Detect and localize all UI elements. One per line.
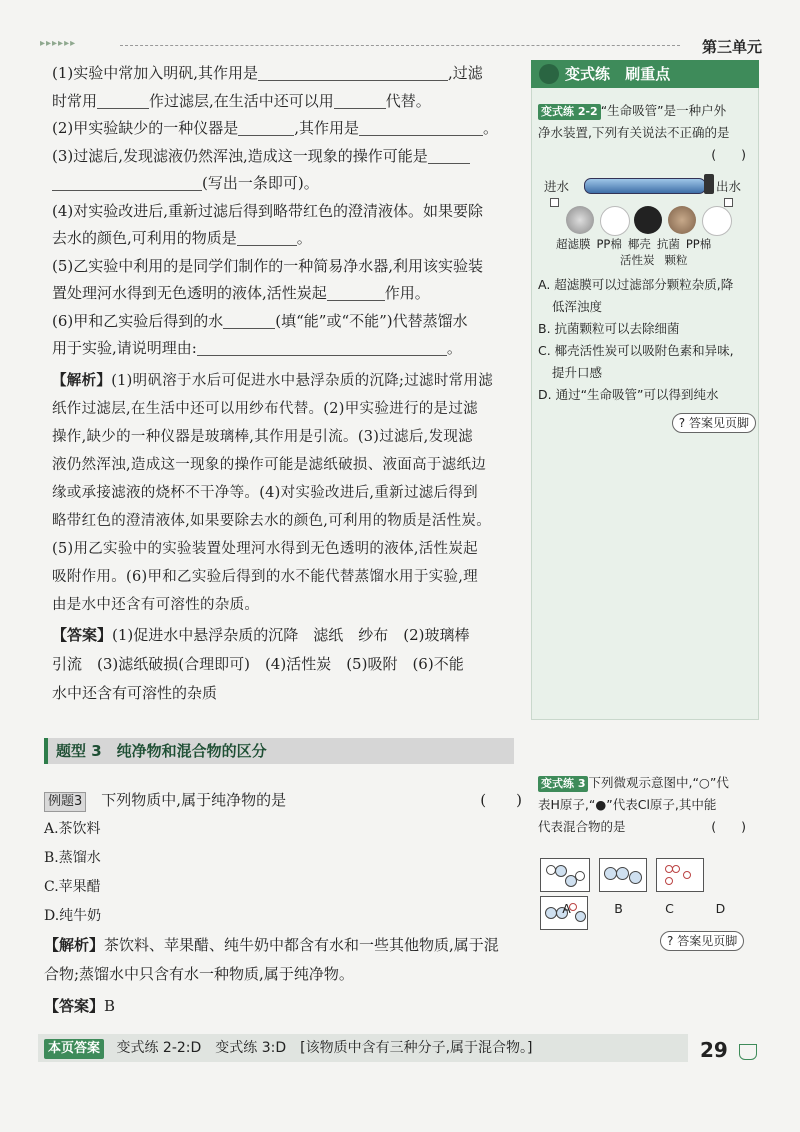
sidebar-header bbox=[531, 60, 759, 88]
page-footer bbox=[38, 1034, 688, 1062]
sidebar-header-subtitle: 刷重点 bbox=[625, 65, 671, 83]
variant-stem: 代表混合物的是 bbox=[538, 819, 626, 834]
q-line: 去水的颜色,可利用的物质是 bbox=[52, 229, 237, 247]
option-c[interactable]: C.苹果醋 bbox=[44, 879, 101, 895]
straw-tube bbox=[584, 178, 706, 194]
figure-icon bbox=[539, 64, 559, 84]
page-number bbox=[700, 1038, 760, 1070]
outlet-label: 出水 bbox=[716, 179, 742, 194]
inlet-square bbox=[550, 198, 559, 207]
option-d[interactable]: D.纯牛奶 bbox=[44, 908, 102, 924]
analysis-line: 纸作过滤层,在生活中还可以用纱布代替。(2)甲实验进行的是过滤 bbox=[52, 400, 478, 417]
footer-answers: 变式练 2-2:D 变式练 3:D [该物质中含有三种分子,属于混合物。] bbox=[116, 1040, 533, 1056]
box-a bbox=[540, 858, 590, 892]
answer-hint-text: 答案见页脚 bbox=[688, 416, 749, 430]
answer-blank[interactable] bbox=[428, 147, 470, 164]
cl-atom bbox=[629, 871, 642, 884]
analysis-label: 【解析】 bbox=[44, 936, 105, 954]
h-atom bbox=[672, 865, 680, 873]
q-line: (3)过滤后,发现滤液仍然浑浊,造成这一现象的操作可能是 bbox=[52, 146, 428, 165]
option-a-cont: 低浑浊度 bbox=[552, 299, 603, 314]
answer-block bbox=[52, 621, 522, 708]
answer-hint-text: 答案见页脚 bbox=[677, 934, 738, 948]
analysis-line: 缘或承接滤液的烧杯不干净等。(4)对实验改进后,重新过滤后得到 bbox=[52, 484, 478, 501]
answer-line: 水中还含有可溶性的杂质 bbox=[52, 683, 218, 702]
answer-paren[interactable]: ( ) bbox=[711, 819, 746, 834]
variant-2-2-options bbox=[538, 274, 756, 434]
q-line: (2)甲实验缺少的一种仪器是 bbox=[52, 119, 239, 137]
filter-label: 颗粒 bbox=[664, 253, 688, 267]
filter-label: 椰壳 bbox=[627, 237, 651, 251]
variant-3 bbox=[538, 772, 754, 838]
answer-blank[interactable] bbox=[97, 92, 149, 109]
analysis-line: 合物;蒸馏水中只含有水一种物质,属于纯净物。 bbox=[44, 965, 354, 983]
q-line: (1)实验中常加入明矾,其作用是 bbox=[52, 64, 259, 82]
answer-paren[interactable]: ( ) bbox=[480, 791, 522, 809]
analysis-line: (1)明矾溶于水后可促进水中悬浮杂质的沉降;过滤时常用滤 bbox=[111, 372, 494, 389]
analysis-line: 由是水中还含有可溶性的杂质。 bbox=[52, 596, 260, 613]
antibacterial-disc bbox=[668, 206, 696, 234]
molecule-boxes bbox=[540, 858, 760, 898]
filter-label: PP棉 bbox=[685, 237, 712, 251]
q-line: (4)对实验改进后,重新过滤后得到略带红色的澄清液体。如果要除 bbox=[52, 201, 484, 220]
option-c-cont: 提升口感 bbox=[552, 365, 603, 380]
box-label: D bbox=[715, 901, 726, 916]
filter-membrane-disc bbox=[566, 206, 594, 234]
analysis-label: 【解析】 bbox=[52, 372, 112, 389]
answer-blank[interactable] bbox=[237, 229, 297, 246]
inlet-label: 进水 bbox=[544, 179, 570, 194]
analysis-line: 略带红色的澄清液体,如果要除去水的颜色,可利用的物质是活性炭。 bbox=[52, 512, 492, 529]
answer-blank[interactable] bbox=[327, 284, 385, 301]
h-atom bbox=[683, 871, 691, 879]
option-a[interactable]: A. 超滤膜可以过滤部分颗粒杂质,降 bbox=[538, 277, 734, 292]
q-line: 。 bbox=[446, 339, 462, 357]
q-line: 代替。 bbox=[385, 91, 431, 110]
answer-hint-pill[interactable]: ? 答案见页脚 bbox=[660, 931, 744, 951]
answer-blank[interactable] bbox=[223, 312, 275, 329]
q-line: ,其作用是 bbox=[294, 119, 360, 137]
answer-hint-2 bbox=[660, 930, 744, 951]
answer-line: (1)促进水中悬浮杂质的沉降 滤纸 纱布 (2)玻璃棒 bbox=[112, 625, 470, 644]
cl-atom bbox=[555, 865, 567, 877]
q-line: (填“能”或“不能”)代替蒸馏水 bbox=[275, 311, 468, 330]
answer-hint-pill[interactable]: ? 答案见页脚 bbox=[672, 413, 756, 433]
q-line: 作用。 bbox=[384, 284, 430, 302]
answer-blank[interactable] bbox=[197, 339, 447, 356]
box-c bbox=[656, 858, 704, 892]
variant-stem: 下列微观示意图中,“○”代 bbox=[588, 775, 729, 790]
answer-blank[interactable] bbox=[334, 92, 386, 109]
answer-blank[interactable] bbox=[238, 119, 294, 136]
example-stem: 下列物质中,属于纯净物的是 bbox=[101, 791, 287, 809]
analysis-line: 操作,缺少的一种仪器是玻璃棒,其作用是引流。(3)过滤后,发现滤 bbox=[52, 428, 473, 445]
option-b[interactable]: B. 抗菌颗粒可以去除细菌 bbox=[538, 321, 680, 336]
variant-badge: 变式练 2-2 bbox=[538, 104, 601, 120]
q-line: (6)甲和乙实验后得到的水 bbox=[52, 311, 224, 330]
question-block bbox=[52, 60, 522, 708]
variant-stem: “生命吸管”是一种户外 bbox=[600, 103, 727, 118]
box-b bbox=[599, 858, 647, 892]
variant-stem: 净水装置,下列有关说法不正确的是 bbox=[538, 125, 730, 140]
answer-paren[interactable]: ( ) bbox=[711, 147, 746, 162]
option-a[interactable]: A.茶饮料 bbox=[44, 821, 101, 837]
variant-stem: 表H原子,“●”代表Cl原子,其中能 bbox=[538, 797, 717, 812]
outlet-square bbox=[724, 198, 733, 207]
variant-badge: 变式练 3 bbox=[538, 776, 588, 792]
straw-cap bbox=[704, 174, 714, 194]
page-number-text: 29 bbox=[700, 1038, 728, 1062]
answer-line: 引流 (3)滤纸破损(合理即可) (4)活性炭 (5)吸附 (6)不能 bbox=[52, 654, 464, 673]
answer-blank[interactable] bbox=[52, 174, 202, 191]
box-labels bbox=[540, 898, 760, 920]
flask-icon bbox=[739, 1044, 757, 1060]
filter-label: 抗菌 bbox=[656, 237, 680, 251]
q-line: (5)乙实验中利用的是同学们制作的一种简易净水器,利用该实验装 bbox=[52, 256, 484, 275]
pp-cotton-disc bbox=[600, 206, 630, 236]
analysis-line: (5)用乙实验中的实验装置处理河水得到无色透明的液体,活性炭起 bbox=[52, 540, 478, 557]
q-line: 。 bbox=[483, 119, 499, 137]
answer-value: B bbox=[104, 997, 116, 1015]
filter-labels bbox=[538, 236, 758, 252]
pp-cotton-disc-2 bbox=[702, 206, 732, 236]
header-rule bbox=[120, 45, 680, 46]
section-title-band: 题型 3 纯净物和混合物的区分 bbox=[44, 738, 514, 764]
q-line: ,过滤 bbox=[448, 64, 483, 82]
box-label: C bbox=[665, 901, 674, 916]
answer-label: 【答案】 bbox=[52, 625, 113, 644]
h-atom bbox=[665, 877, 673, 885]
analysis-line: 茶饮料、苹果醋、纯牛奶中都含有水和一些其他物质,属于混 bbox=[104, 936, 499, 954]
unit-title: 第三单元 bbox=[701, 38, 762, 56]
sidebar-header-title: 变式练 bbox=[565, 65, 611, 83]
cl-atom bbox=[616, 867, 629, 880]
option-c[interactable]: C. 椰壳活性炭可以吸附色素和异味, bbox=[538, 343, 734, 358]
q-line: 置处理河水得到无色透明的液体,活性炭起 bbox=[52, 284, 327, 302]
filter-labels-2 bbox=[620, 252, 688, 268]
answer-blank[interactable] bbox=[359, 119, 483, 136]
answer-label: 【答案】 bbox=[44, 997, 105, 1015]
carbon-disc bbox=[634, 206, 662, 234]
answer-blank[interactable] bbox=[258, 64, 448, 81]
header-dots: ▸▸▸▸▸▸ bbox=[40, 38, 77, 49]
example-badge: 例题3 bbox=[44, 792, 86, 812]
filter-label: PP棉 bbox=[596, 237, 622, 251]
option-d[interactable]: D. 通过“生命吸管”可以得到纯水 bbox=[538, 387, 719, 402]
q-line: 。 bbox=[296, 229, 312, 247]
q-line: 时常用 bbox=[52, 91, 98, 110]
q-line: 作过滤层,在生活中还可以用 bbox=[149, 91, 334, 110]
option-b[interactable]: B.蒸馏水 bbox=[44, 850, 101, 866]
analysis-line: 液仍然浑浊,造成这一现象的操作可能是滤纸破损、液面高于滤纸边 bbox=[52, 456, 487, 473]
footer-badge: 本页答案 bbox=[44, 1039, 104, 1059]
example-3 bbox=[44, 786, 522, 1021]
analysis-block bbox=[52, 367, 522, 619]
analysis-line: 吸附作用。(6)甲和乙实验后得到的水不能代替蒸馏水用于实验,理 bbox=[52, 568, 478, 585]
h-atom bbox=[575, 871, 585, 881]
filter-label: 超滤膜 bbox=[556, 237, 591, 251]
filter-label: 活性炭 bbox=[620, 253, 655, 267]
q-line: (写出一条即可)。 bbox=[202, 174, 319, 192]
variant-2-2 bbox=[538, 100, 754, 166]
box-label: B bbox=[614, 901, 623, 916]
q-line: 用于实验,请说明理由: bbox=[52, 339, 197, 357]
box-label: A bbox=[562, 901, 571, 916]
